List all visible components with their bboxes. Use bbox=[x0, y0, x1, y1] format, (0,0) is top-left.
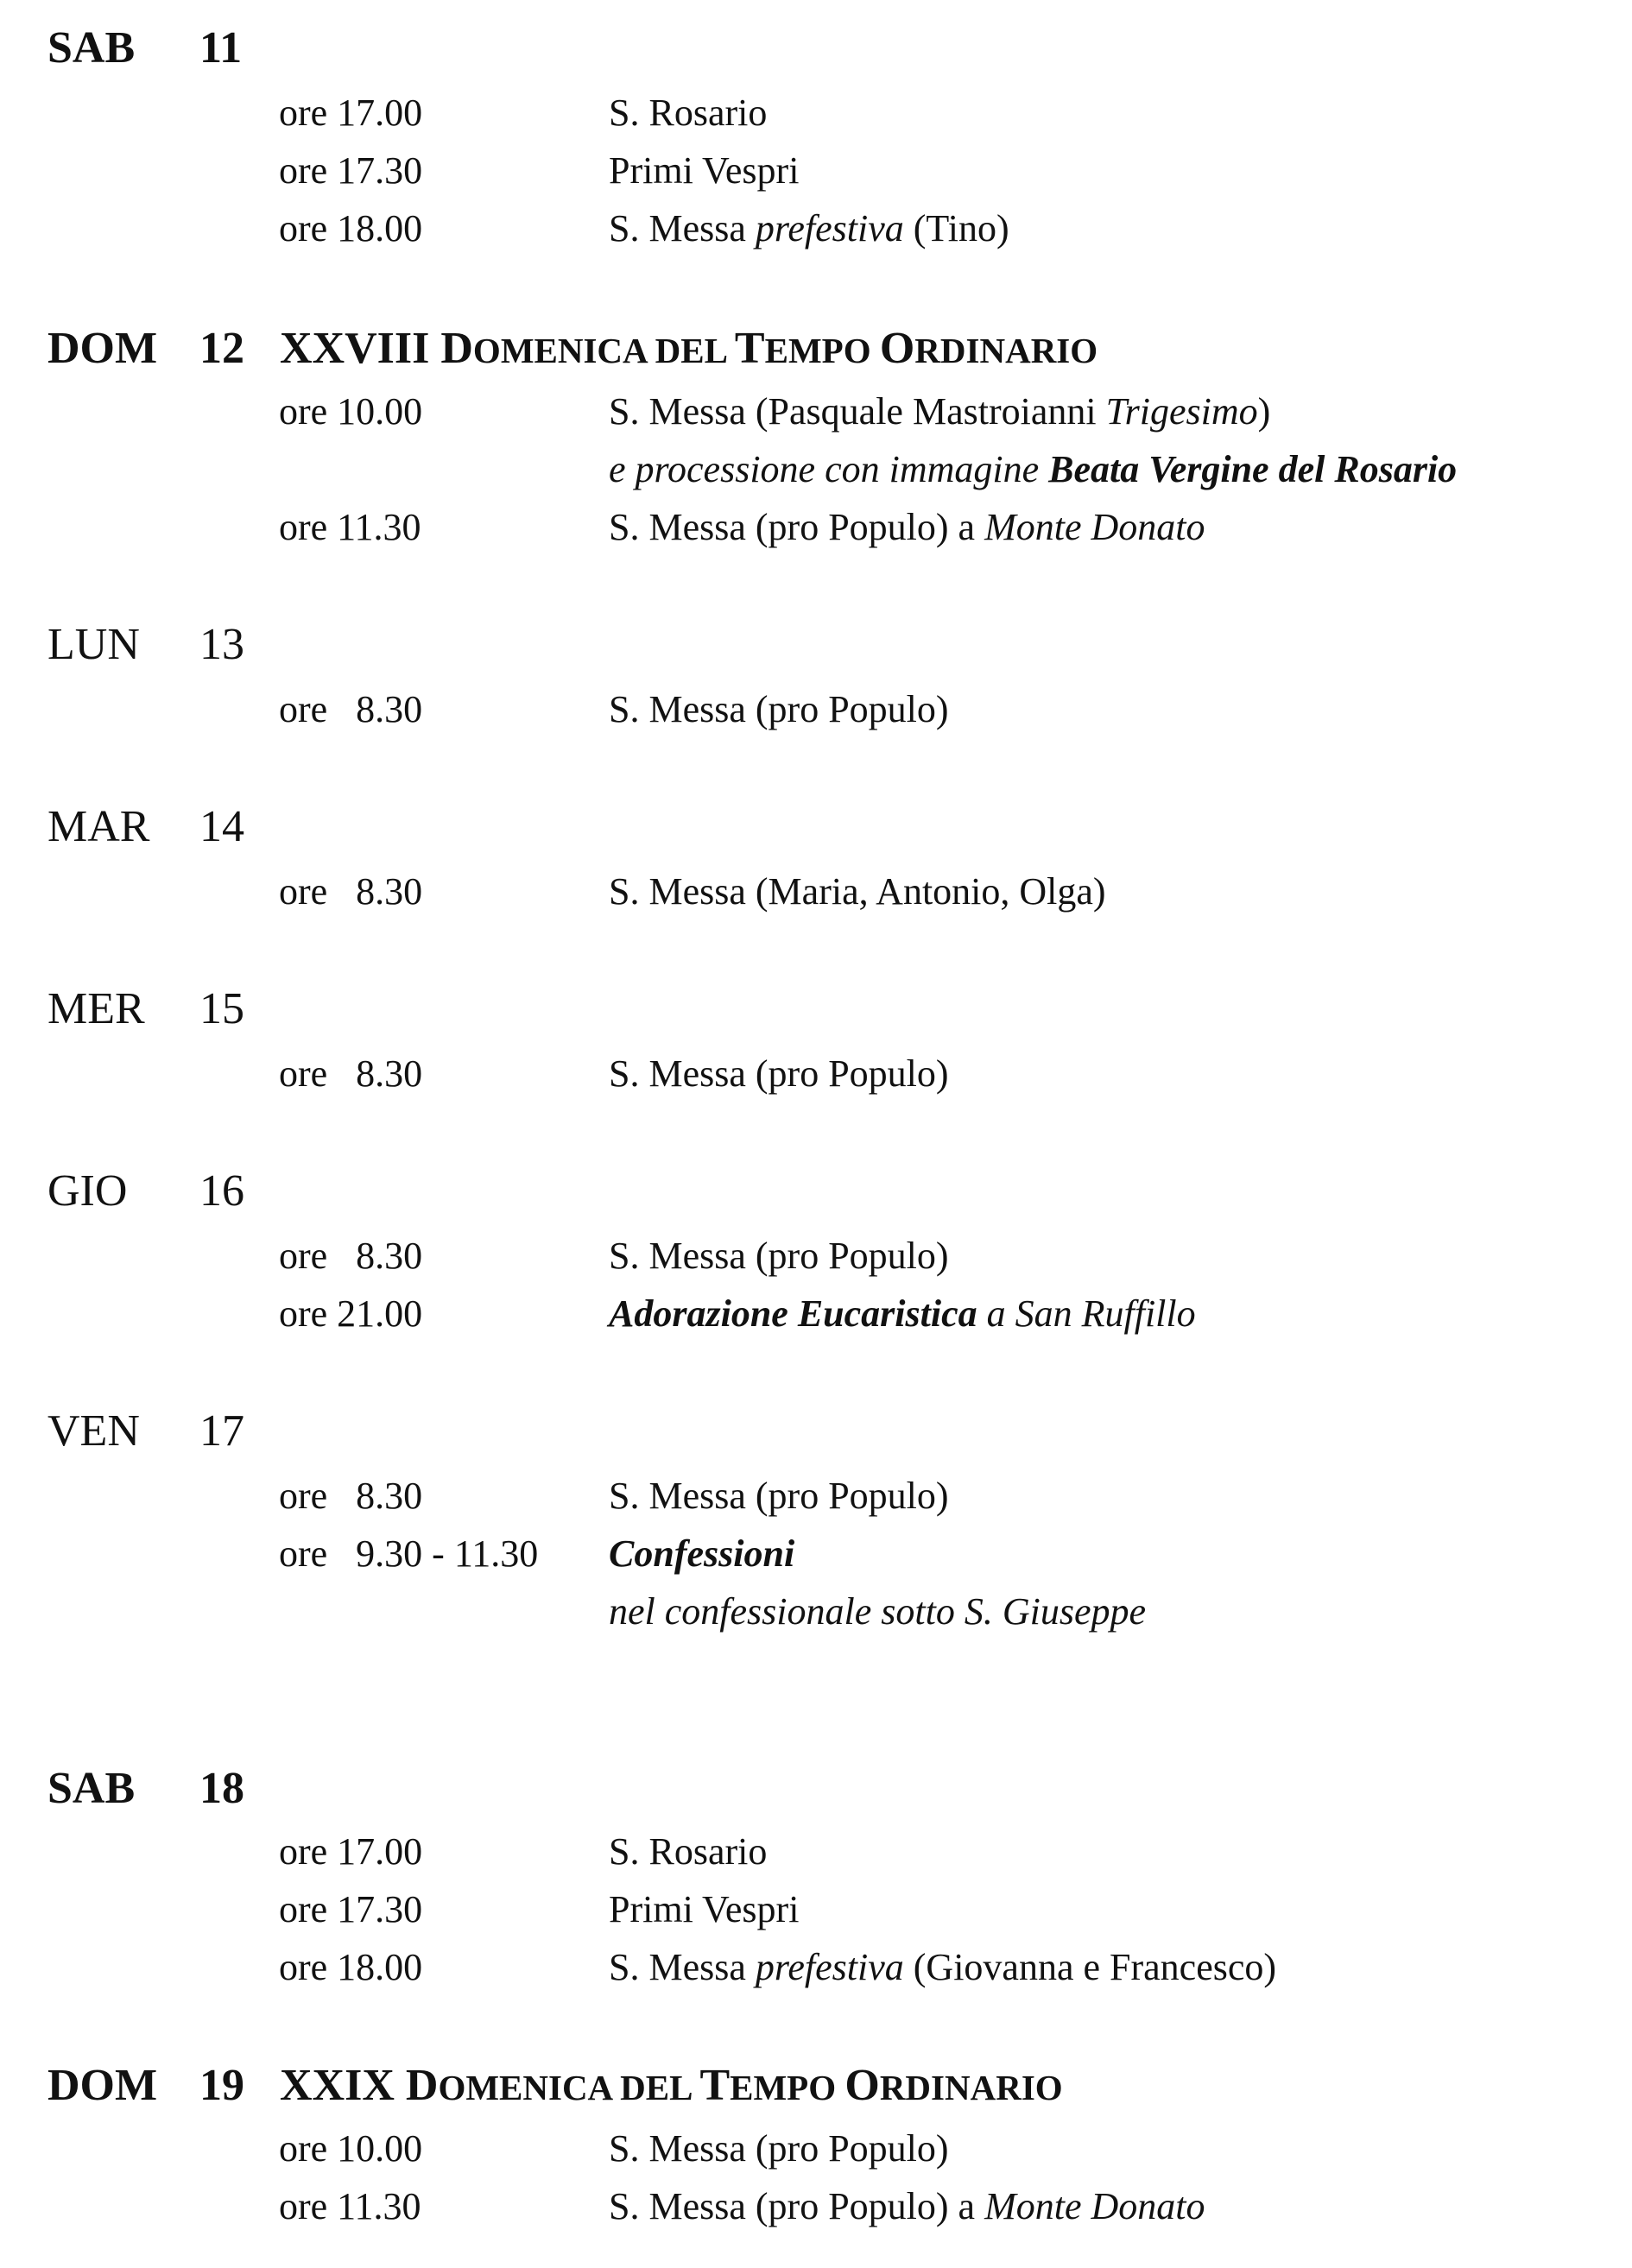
day-name: GIO bbox=[47, 1166, 128, 1216]
time: ore 17.00 bbox=[279, 92, 423, 134]
schedule-row bbox=[279, 1473, 949, 1519]
desc-text: S. Messa bbox=[609, 1946, 756, 1988]
day-number: 17 bbox=[199, 1406, 244, 1456]
desc-italic: Monte Donato bbox=[984, 506, 1205, 548]
desc-italic: a San Ruffillo bbox=[977, 1292, 1196, 1335]
title-part: T bbox=[734, 324, 765, 373]
title-part: XXVIII D bbox=[280, 324, 473, 373]
schedule-row bbox=[279, 1944, 1276, 1991]
desc-text: (Tino) bbox=[903, 207, 1009, 250]
day-name: DOM bbox=[47, 2061, 158, 2110]
schedule-row bbox=[279, 1531, 794, 1577]
desc-italic: Monte Donato bbox=[984, 2185, 1205, 2227]
desc-text: S. Messa bbox=[609, 207, 756, 250]
description: S. Messa (Maria, Antonio, Olga) bbox=[609, 870, 1106, 913]
desc-bold-italic: Adorazione Eucaristica bbox=[609, 1292, 977, 1335]
description: S. Messa (pro Populo) bbox=[609, 2127, 949, 2170]
title-part: OMENICA DEL bbox=[472, 331, 735, 370]
day-number: 14 bbox=[199, 802, 244, 851]
day-name: MAR bbox=[47, 802, 150, 851]
title-part: RDINARIO bbox=[914, 331, 1098, 370]
time: ore 11.30 bbox=[279, 506, 421, 548]
description: S. Rosario bbox=[609, 92, 768, 134]
title-part: EMPO bbox=[764, 331, 880, 370]
description bbox=[609, 1946, 1276, 1988]
desc-text: (Giovanna e Francesco) bbox=[903, 1946, 1277, 1988]
time: ore 8.30 bbox=[279, 1052, 423, 1095]
time: ore 8.30 bbox=[279, 1475, 423, 1517]
description-continuation bbox=[609, 1589, 1146, 1635]
description: S. Messa (pro Populo) bbox=[609, 1235, 949, 1277]
desc-text: S. Messa (pro Populo) a bbox=[609, 2185, 985, 2227]
description: S. Messa (pro Populo) bbox=[609, 688, 949, 730]
time: ore 10.00 bbox=[279, 390, 423, 433]
description: Primi Vespri bbox=[609, 149, 800, 192]
day-number: 11 bbox=[199, 23, 243, 73]
title-part: RDINARIO bbox=[879, 2068, 1063, 2107]
desc-text: ) bbox=[1257, 390, 1271, 433]
time: ore 11.30 bbox=[279, 2185, 421, 2227]
time: ore 8.30 bbox=[279, 688, 423, 730]
day-header bbox=[47, 323, 1097, 376]
description bbox=[609, 1292, 1196, 1335]
liturgical-title bbox=[280, 324, 1097, 373]
day-header bbox=[47, 2060, 1063, 2113]
desc-text: S. Messa (Pasquale Mastroianni bbox=[609, 390, 1106, 433]
description: S. Rosario bbox=[609, 1830, 768, 1873]
desc-italic: prefestiva bbox=[755, 1946, 904, 1988]
day-header bbox=[47, 983, 244, 1035]
schedule-row bbox=[279, 869, 1106, 915]
schedule-row bbox=[279, 1051, 949, 1097]
day-header bbox=[47, 801, 244, 853]
day-number: 13 bbox=[199, 620, 244, 669]
description-continuation bbox=[609, 446, 1457, 493]
day-header bbox=[47, 1406, 244, 1457]
day-number: 16 bbox=[199, 1166, 244, 1216]
day-name: DOM bbox=[47, 324, 158, 373]
liturgical-title bbox=[280, 2061, 1063, 2110]
desc-italic: Trigesimo bbox=[1105, 390, 1258, 433]
schedule-row bbox=[279, 686, 949, 733]
day-header bbox=[47, 1166, 244, 1217]
description: Primi Vespri bbox=[609, 1888, 800, 1930]
description bbox=[609, 207, 1009, 250]
title-part: T bbox=[699, 2061, 731, 2110]
day-number: 15 bbox=[199, 984, 244, 1033]
title-part: O bbox=[879, 324, 915, 373]
schedule-row bbox=[279, 90, 767, 136]
schedule-row bbox=[279, 1233, 949, 1279]
schedule-row bbox=[279, 1291, 1196, 1337]
title-part: EMPO bbox=[730, 2068, 845, 2107]
time: ore 17.30 bbox=[279, 149, 423, 192]
day-number: 12 bbox=[199, 324, 244, 373]
desc-text: S. Messa (pro Populo) a bbox=[609, 506, 985, 548]
schedule-row bbox=[279, 2183, 1205, 2230]
schedule-row bbox=[279, 205, 1009, 252]
description: S. Messa (pro Populo) bbox=[609, 1475, 949, 1517]
day-number: 19 bbox=[199, 2061, 244, 2110]
desc-italic: nel confessionale sotto S. Giuseppe bbox=[609, 1590, 1147, 1633]
time: ore 18.00 bbox=[279, 207, 423, 250]
schedule-row bbox=[279, 1886, 799, 1933]
day-number: 18 bbox=[199, 1764, 244, 1813]
title-part: XXIX D bbox=[280, 2061, 439, 2110]
time: ore 21.00 bbox=[279, 1292, 423, 1335]
time: ore 9.30 - 11.30 bbox=[279, 1532, 539, 1575]
day-header bbox=[47, 22, 242, 74]
description: S. Messa (pro Populo) bbox=[609, 1052, 949, 1095]
day-name: SAB bbox=[47, 1764, 136, 1813]
schedule-row bbox=[279, 1829, 767, 1875]
day-header bbox=[47, 1763, 244, 1815]
description bbox=[609, 390, 1270, 433]
time: ore 10.00 bbox=[279, 2127, 423, 2170]
time: ore 17.00 bbox=[279, 1830, 423, 1873]
time: ore 8.30 bbox=[279, 870, 423, 913]
schedule-row bbox=[279, 504, 1205, 551]
description: Confessioni bbox=[609, 1532, 795, 1575]
time: ore 18.00 bbox=[279, 1946, 423, 1988]
day-name: VEN bbox=[47, 1406, 140, 1456]
title-part: OMENICA DEL bbox=[438, 2068, 700, 2107]
day-name: LUN bbox=[47, 620, 140, 669]
description bbox=[609, 2185, 1205, 2227]
desc-italic: prefestiva bbox=[755, 207, 904, 250]
description bbox=[609, 506, 1205, 548]
day-name: MER bbox=[47, 984, 145, 1033]
desc-bold-italic: Beata Vergine del Rosario bbox=[1048, 448, 1458, 490]
day-name: SAB bbox=[47, 23, 136, 73]
schedule-row bbox=[279, 148, 799, 194]
time: ore 8.30 bbox=[279, 1235, 423, 1277]
time: ore 17.30 bbox=[279, 1888, 423, 1930]
schedule-row bbox=[279, 389, 1270, 435]
schedule-row bbox=[279, 2126, 949, 2172]
day-header bbox=[47, 619, 244, 671]
desc-italic: e processione con immagine bbox=[609, 448, 1049, 490]
title-part: O bbox=[844, 2061, 880, 2110]
